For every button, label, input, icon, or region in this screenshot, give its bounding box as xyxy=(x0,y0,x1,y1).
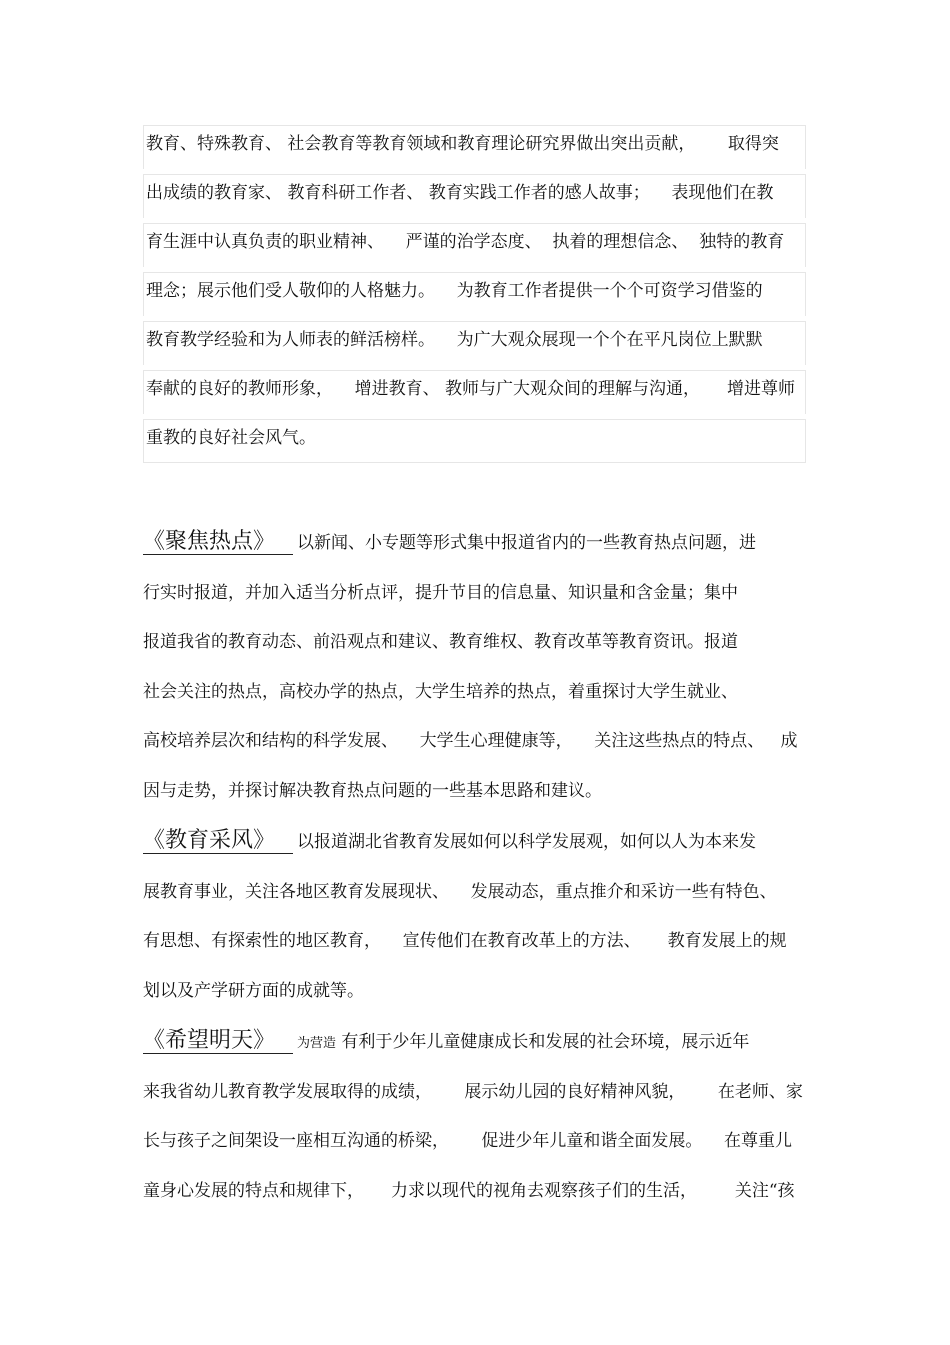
boxed-line: 出成绩的教育家、 教育科研工作者、 教育实践工作者的感人故事； 表现他们在教 xyxy=(143,174,806,218)
section-line: 行实时报道，并加入适当分析点评，提升节目的信息量、知识量和含金量；集中 xyxy=(143,582,738,603)
section-line: 报道我省的教育动态、前沿观点和建议、教育维权、教育改革等教育资讯。报道 xyxy=(143,632,738,652)
section-line: 展教育事业，关注各地区教育发展现状、 发展动态，重点推介和采访一些有特色、 xyxy=(143,881,777,902)
boxed-line: 育生涯中认真负责的职业精神、 严谨的治学态度、 执着的理想信念、 独特的教育 xyxy=(143,223,806,267)
section-line: 童身心发展的特点和规律下， 力求以现代的视角去观察孩子们的生活， 关注“孩 xyxy=(143,1180,795,1201)
section-line: 有思想、有探索性的地区教育， 宣传他们在教育改革上的方法、 教育发展上的规 xyxy=(143,931,787,951)
boxed-line: 教育教学经验和为人师表的鲜活榜样。 为广大观众展现一个个在平凡岗位上默默 xyxy=(143,321,806,365)
section-line: 社会关注的热点，高校办学的热点，大学生培养的热点，着重探讨大学生就业、 xyxy=(143,681,738,702)
section-line: 因与走势，并探讨解决教育热点问题的一些基本思路和建议。 xyxy=(143,780,602,801)
section-line: 高校培养层次和结构的科学发展、 大学生心理健康等， 关注这些热点的特点、 成 xyxy=(143,731,798,751)
section-first-line xyxy=(143,528,813,578)
boxed-paragraph xyxy=(143,125,806,468)
boxed-line: 理念；展示他们受人敬仰的人格魅力。 为教育工作者提供一个个可资学习借鉴的 xyxy=(143,272,806,316)
section-first-line xyxy=(143,827,813,877)
section-text: 以报道湖北省教育发展如何以科学发展观，如何以人为本来发 xyxy=(297,832,757,852)
section-line: 划以及产学研方面的成就等。 xyxy=(143,980,364,1001)
section-education-features xyxy=(143,827,813,1025)
section-focus-hotspots xyxy=(143,528,813,825)
section-heading: 《教育采风》 xyxy=(143,829,293,854)
section-text: 以新闻、小专题等形式集中报道省内的一些教育热点问题，进 xyxy=(297,533,757,553)
section-line: 来我省幼儿教育教学发展取得的成绩， 展示幼儿园的良好精神风貌， 在老师、家 xyxy=(143,1081,803,1102)
section-first-line xyxy=(143,1027,813,1077)
section-text-prefix: 为营造 xyxy=(297,1036,337,1051)
section-line: 长与孩子之间架设一座相互沟通的桥梁， 促进少年儿童和谐全面发展。 在尊重儿 xyxy=(143,1131,793,1151)
section-text: 有利于少年儿童健康成长和发展的社会环境，展示近年 xyxy=(336,1032,750,1052)
boxed-line: 重教的良好社会风气。 xyxy=(143,419,806,463)
boxed-line: 奉献的良好的教师形象， 增进教育、 教师与广大观众间的理解与沟通， 增进尊师 xyxy=(143,370,806,414)
boxed-line: 教育、特殊教育、 社会教育等教育领域和教育理论研究界做出突出贡献， 取得突 xyxy=(143,125,806,169)
section-heading: 《聚焦热点》 xyxy=(143,530,293,555)
section-heading: 《希望明天》 xyxy=(143,1029,293,1054)
section-hope-tomorrow xyxy=(143,1027,813,1225)
